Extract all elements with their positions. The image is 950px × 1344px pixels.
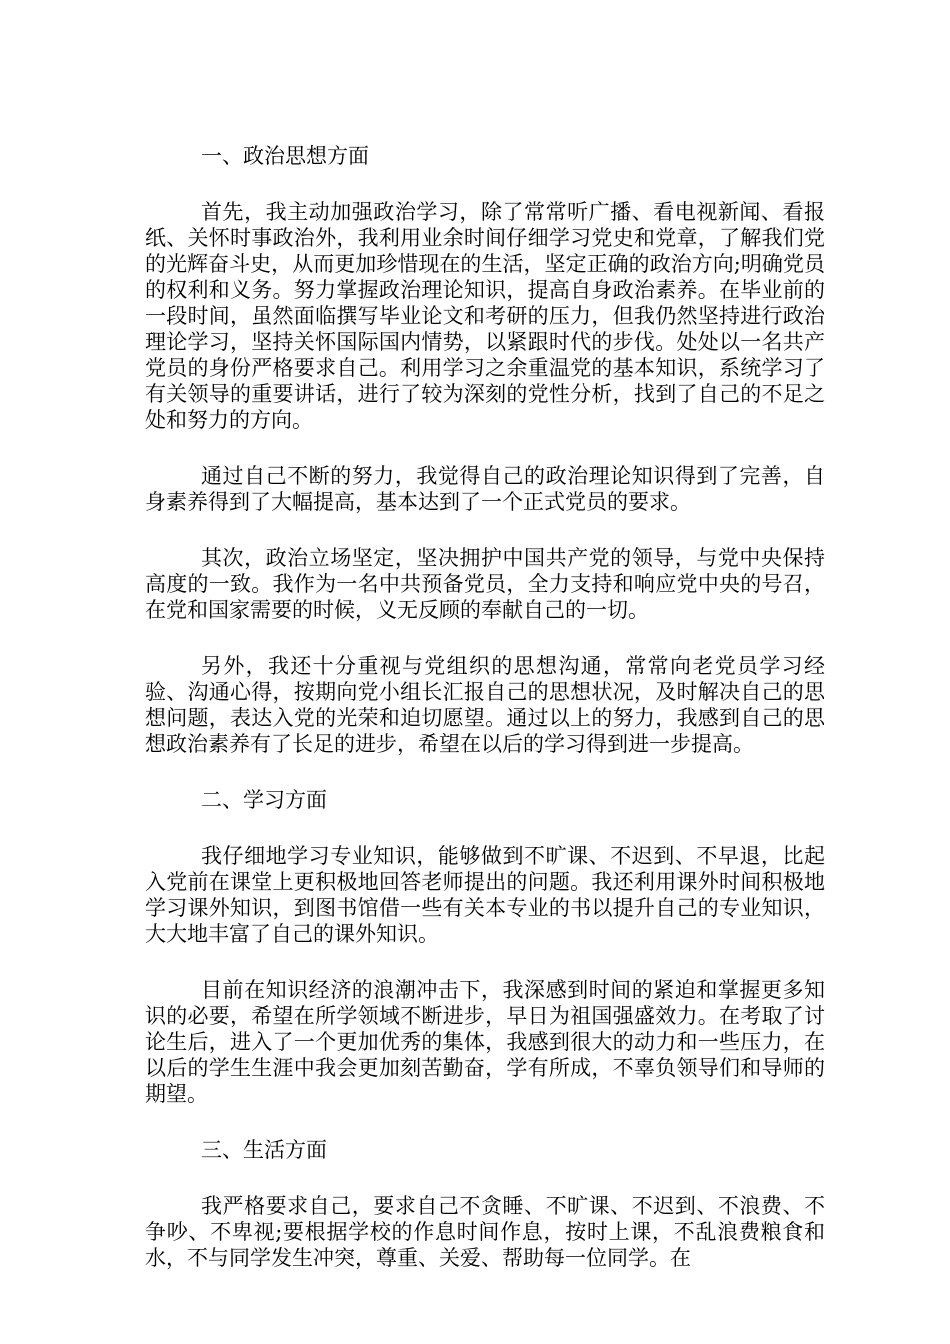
paragraph: 通过自己不断的努力，我觉得自己的政治理论知识得到了完善，自身素养得到了大幅提高，基本达到了一个正式党员的要求。: [145, 464, 825, 514]
paragraph: 目前在知识经济的浪潮冲击下，我深感到时间的紧迫和掌握更多知识的必要，希望在所学领域不断进步，早日为祖国强盛效力。在考取了讨论生后，进入了一个更加优秀的集体，我感到很大的动力和一些压力，在以后的学生生涯中我会更加刻苦勤奋，学有所成，不辜负领导们和导师的期望。: [145, 978, 825, 1106]
paragraph: 我仔细地学习专业知识，能够做到不旷课、不迟到、不早退，比起入党前在课堂上更积极地回答老师提出的问题。我还利用课外时间积极地学习课外知识，到图书馆借一些有关本专业的书以提升自己的专业知识，大大地丰富了自己的课外知识。: [145, 844, 825, 946]
section-study: [145, 787, 825, 1107]
section-life: [145, 1137, 825, 1271]
section-heading: 三、生活方面: [201, 1138, 327, 1162]
section-heading: 二、学习方面: [201, 788, 327, 812]
section-heading: 一、政治思想方面: [201, 144, 369, 168]
document-page: [145, 143, 825, 1271]
paragraph: 我严格要求自己，要求自己不贪睡、不旷课、不迟到、不浪费、不争吵、不卑视;要根据学校的作息时间作息，按时上课，不乱浪费粮食和水，不与同学发生冲突，尊重、关爱、帮助每一位同学。在: [145, 1194, 825, 1270]
paragraph: 其次，政治立场坚定，坚决拥护中国共产党的领导，与党中央保持高度的一致。我作为一名中共预备党员，全力支持和响应党中央的号召，在党和国家需要的时候，义无反顾的奉献自己的一切。: [145, 546, 825, 622]
section-political: [145, 143, 825, 757]
paragraph: 另外，我还十分重视与党组织的思想沟通，常常向老党员学习经验、沟通心得，按期向党小组长汇报自己的思想状况，及时解决自己的思想问题，表达入党的光荣和迫切愿望。通过以上的努力，我感到自己的思想政治素养有了长足的进步，希望在以后的学习得到进一步提高。: [145, 654, 825, 756]
paragraph: 首先，我主动加强政治学习，除了常常听广播、看电视新闻、看报纸、关怀时事政治外，我利用业余时间仔细学习党史和党章，了解我们党的光辉奋斗史，从而更加珍惜现在的生活，坚定正确的政治方向;明确党员的权利和义务。努力掌握政治理论知识，提高自身政治素养。在毕业前的一段时间，虽然面临撰写毕业论文和考研的压力，但我仍然坚持进行政治理论学习，坚持关怀国际国内情势，以紧跟时代的步伐。处处以一名共产党员的身份严格要求自己。利用学习之余重温党的基本知识，系统学习了有关领导的重要讲话，进行了较为深刻的党性分析，找到了自己的不足之处和努力的方向。: [145, 200, 825, 432]
